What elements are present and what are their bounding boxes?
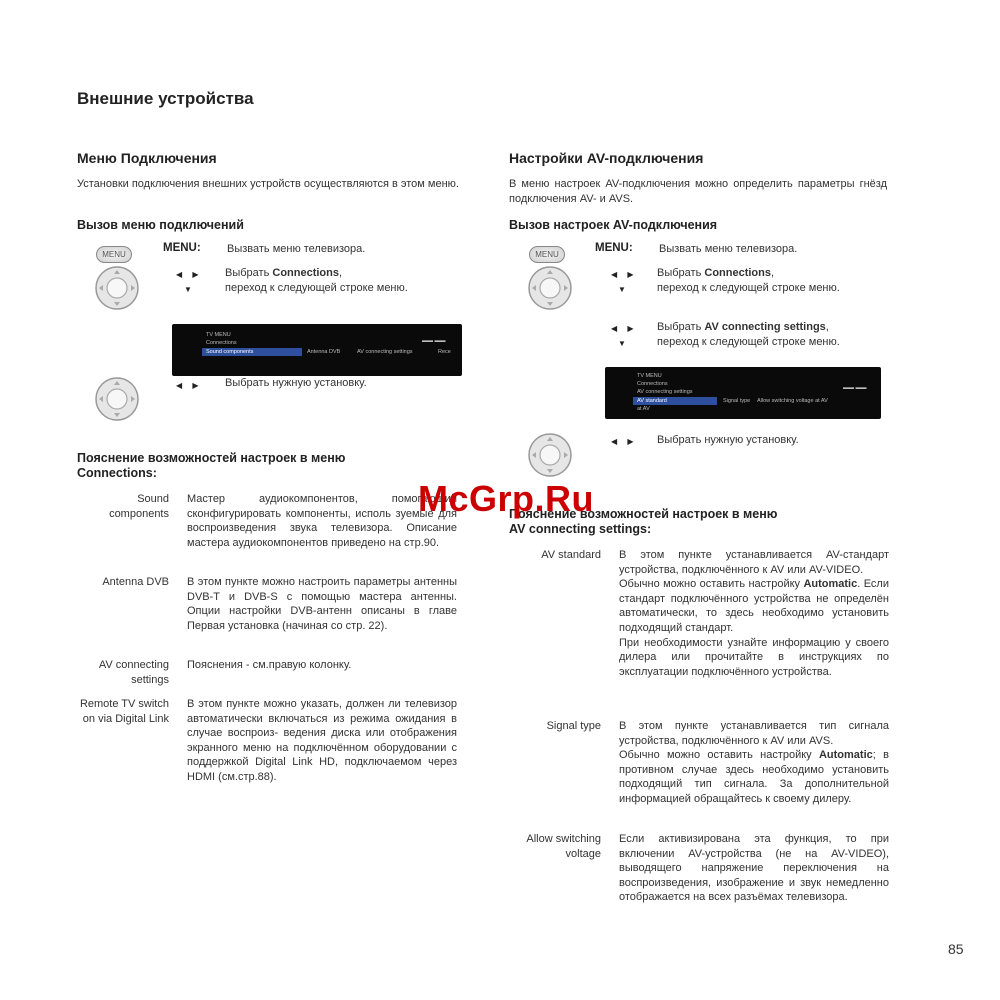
desc-signal-type: В этом пункте устанавливается тип сигнала устройства, подключённого к AV или AVS. Обычно можно оставить настройку Automatic; в противном случае здесь необходимо установить подходящий тип сигнала. За дополнительной информацией обращайтесь к своему дилеру.	[619, 720, 889, 805]
step4-text: Выбрать нужную установку.	[657, 434, 799, 446]
dpad-icon	[94, 265, 140, 311]
dpad-icon	[527, 432, 573, 478]
left-heading: Меню Подключения	[77, 150, 217, 166]
term-allow-switching: Allow switching voltage	[526, 833, 601, 860]
left-right-arrows-icon: ◀ ▶	[611, 324, 638, 333]
desc-av-connecting: Пояснения - см.правую колонку.	[187, 659, 352, 671]
down-arrow-icon: ▼	[618, 285, 630, 294]
menu-key-label: MENU:	[163, 242, 201, 254]
tv-menu-screenshot: TV MENU Connections AV connecting settings AV standard Signal type Allow switching voltage at AV at AV ▬▬ ▬▬	[605, 367, 881, 419]
step2-rest: переход к следующей строке меню.	[225, 282, 408, 294]
right-subheading: Вызов настроек AV-подключения	[509, 218, 718, 232]
left-right-arrows-icon: ◀ ▶	[611, 270, 638, 279]
step3-text: Выбрать AV connecting settings,	[657, 321, 829, 333]
watermark: McGrp.Ru	[418, 478, 595, 519]
term-sound-components: Sound components	[109, 493, 169, 520]
step1-text: Вызвать меню телевизора.	[659, 243, 798, 255]
right-expl-heading: Пояснение возможностей настроек в меню AV connecting settings:	[509, 507, 778, 536]
desc-av-standard: В этом пункте устанавливается AV-стандарт устройства, подключённого к AV или AV-VIDEO. Обычно можно оставить настройку Automatic. Если стандарт подключённого устройства не определён автоматически, то здесь необходимо установить подходящий стандарт. При необходимости узнайте информацию у своего дилера или прочитайте в инструкциях по эксплуатации подключённого устройства.	[619, 549, 889, 678]
left-right-arrows-icon: ◀ ▶	[176, 381, 203, 390]
tv-menu-screenshot: TV MENU Connections Sound components Antenna DVB AV connecting settings Rece ▬▬ ▬▬	[172, 324, 462, 376]
left-right-arrows-icon: ◀ ▶	[176, 270, 203, 279]
left-right-arrows-icon: ◀ ▶	[611, 437, 638, 446]
menu-button-icon: MENU	[529, 246, 565, 263]
desc-antenna-dvb: В этом пункте можно настроить параметры антенны DVB-T и DVB-S с помощью мастера антенны. Опции настройки DVB-антенн описаны в главе Первая установка (начиная со стр. 22).	[187, 576, 457, 632]
step2-rest: переход к следующей строке меню.	[657, 282, 840, 294]
down-arrow-icon: ▼	[618, 339, 630, 348]
step3-text: Выбрать нужную установку.	[225, 377, 367, 389]
step3-rest: переход к следующей строке меню.	[657, 336, 840, 348]
term-remote-tv: Remote TV switch on via Digital Link	[79, 698, 169, 725]
step1-text: Вызвать меню телевизора.	[227, 243, 366, 255]
term-av-standard: AV standard	[541, 549, 601, 561]
desc-remote-tv: В этом пункте можно указать, должен ли телевизор автоматически включаться из режима ожидания в случае воспроиз- ведения диска или отображения экранного меню на подключённом оборудовании с поддержкой Digital Link HD, подключаемом через HDMI (см.стр.88).	[187, 698, 457, 783]
step2-text: Выбрать Connections,	[225, 267, 343, 279]
left-intro: Установки подключения внешних устройств осуществляются в этом меню.	[77, 178, 459, 190]
down-arrow-icon: ▼	[184, 285, 196, 294]
right-intro: В меню настроек AV-подключения можно определить параметры гнёзд подключения AV- и AVS.	[509, 178, 887, 205]
dpad-icon	[527, 265, 573, 311]
right-heading: Настройки AV-подключения	[509, 150, 704, 166]
menu-button-icon: MENU	[96, 246, 132, 263]
step2-text: Выбрать Connections,	[657, 267, 775, 279]
term-signal-type: Signal type	[546, 720, 601, 732]
dpad-icon	[94, 376, 140, 422]
term-av-connecting: AV connecting settings	[98, 659, 169, 686]
desc-sound-components: Мастер аудиокомпонентов, помогающий сконфигурировать компоненты, исполь зуемые для воспроизведения звука телевизора. Описание мастера аудиокомпонентов приведено на стр.90.	[187, 493, 457, 549]
page-title: Внешние устройства	[77, 89, 254, 108]
desc-allow-switching: Если активизирована эта функция, то при включении AV-устройства (не на AV-VIDEO), выводящего напряжение переключения на воспроизведения, изображение и звук немедленно отображается на всех разъёмах телевизора.	[619, 833, 889, 904]
page-number: 85	[948, 941, 964, 957]
menu-key-label: MENU:	[595, 242, 633, 254]
left-subheading: Вызов меню подключений	[77, 218, 244, 232]
term-antenna-dvb: Antenna DVB	[102, 576, 169, 588]
left-expl-heading: Пояснение возможностей настроек в меню Connections:	[77, 451, 346, 480]
